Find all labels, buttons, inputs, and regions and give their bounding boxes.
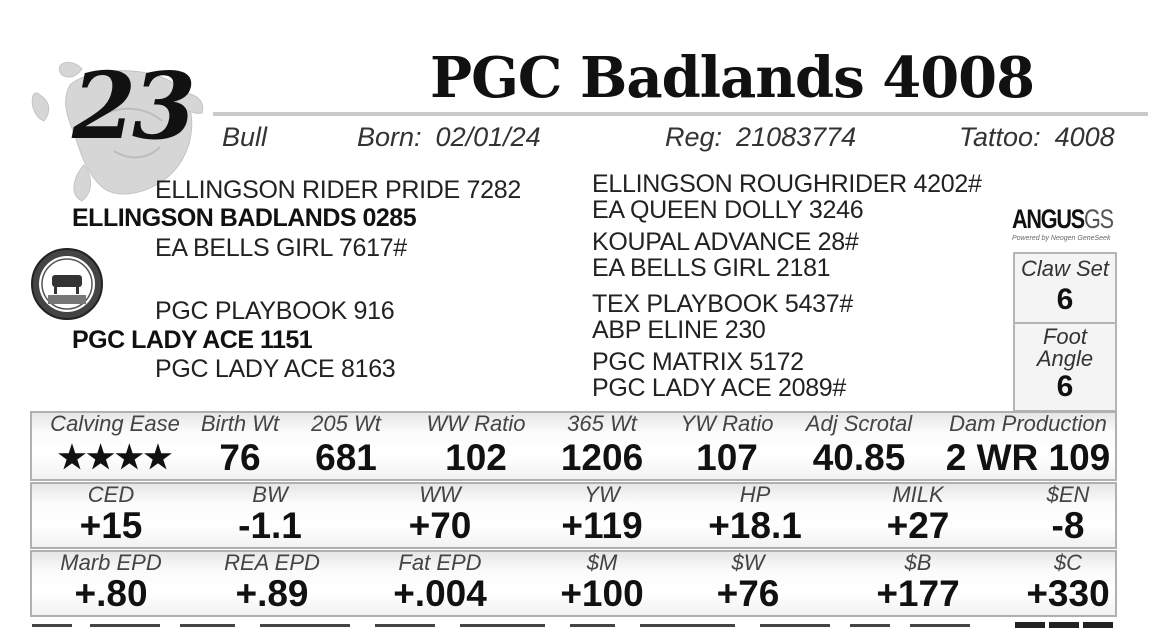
epd-label: YW — [584, 482, 620, 507]
carcass-value: +177 — [876, 573, 960, 614]
angus-wordmark: ANGUS — [1012, 204, 1085, 234]
performance-row — [30, 411, 1117, 481]
perf-calving-ease — [50, 413, 180, 473]
carcass-row — [30, 550, 1117, 617]
carcass-label: $C — [1053, 550, 1083, 575]
perf-label: WW Ratio — [426, 411, 526, 436]
carcass-b — [876, 552, 959, 612]
carcass-fat — [393, 552, 487, 612]
carcass-value: +100 — [560, 573, 644, 614]
carcass-value: +.80 — [74, 573, 148, 614]
epd-value: +18.1 — [708, 505, 802, 546]
carcass-value: +.004 — [393, 573, 487, 614]
gs-wordmark: GS — [1084, 204, 1113, 234]
perf-value: 40.85 — [812, 437, 906, 478]
cropped-footer-text — [30, 618, 980, 628]
foot-angle-value: 6 — [1056, 370, 1074, 403]
carcass-value: +.89 — [235, 573, 309, 614]
epd-en — [1047, 484, 1090, 544]
epd-yw — [561, 484, 642, 544]
perf-label: Birth Wt — [200, 411, 280, 436]
dam-dam: PGC LADY ACE 8163 — [155, 355, 396, 383]
tattoo-field — [959, 122, 1115, 153]
animal-name: PGC Badlands 4008 — [430, 45, 1035, 111]
sex: Bull — [222, 122, 268, 152]
ggp-6: ABP ELINE 230 — [592, 316, 766, 344]
carcass-w — [717, 552, 780, 612]
carcass-c — [1026, 552, 1109, 612]
angus-gs-wordmark — [1012, 204, 1113, 234]
perf-365-wt — [561, 413, 643, 476]
perf-value: 2 WR 109 — [945, 437, 1111, 478]
claw-set-label: Claw Set — [1020, 256, 1110, 281]
carcass-label: REA EPD — [224, 550, 320, 575]
epd-row — [30, 482, 1117, 549]
perf-value: ★★★★ — [57, 439, 173, 475]
perf-dam-production — [946, 413, 1111, 476]
epd-ww — [409, 484, 472, 544]
carcass-label: Marb EPD — [60, 550, 162, 575]
foot-angle-label-1: Foot — [1042, 324, 1088, 349]
epd-label: $EN — [1046, 482, 1090, 507]
ggp-2: EA QUEEN DOLLY 3246 — [592, 196, 864, 224]
carcass-value: +330 — [1026, 573, 1110, 614]
lot-number: 23 — [72, 52, 193, 160]
angus-gs-logo — [1012, 206, 1120, 248]
perf-value: 107 — [696, 437, 758, 478]
perf-label: YW Ratio — [680, 411, 774, 436]
perf-label: Calving Ease — [50, 411, 180, 436]
carcass-label: $B — [904, 550, 932, 575]
ggp-1: ELLINGSON ROUGHRIDER 4202# — [592, 170, 982, 198]
sire: ELLINGSON BADLANDS 0285 — [72, 204, 417, 232]
title-rule — [213, 112, 1148, 116]
angus-gs-subtitle: Powered by Neogen GeneSeek — [1012, 235, 1111, 242]
carcass-marb — [60, 552, 161, 612]
epd-ced — [80, 484, 143, 544]
perf-label: 365 Wt — [567, 411, 637, 436]
reg-value: 21083774 — [736, 122, 857, 152]
born-label: Born: — [357, 122, 422, 152]
epd-label: BW — [252, 482, 288, 507]
epd-label: MILK — [892, 482, 944, 507]
epd-hp — [708, 484, 802, 544]
ggp-8: PGC LADY ACE 2089# — [592, 374, 847, 402]
dam-sire: PGC PLAYBOOK 916 — [155, 297, 395, 325]
foot-angle-cell — [1015, 326, 1115, 402]
perf-value: 1206 — [560, 437, 644, 478]
ggp-3: KOUPAL ADVANCE 28# — [592, 228, 859, 256]
tattoo-value: 4008 — [1054, 122, 1115, 152]
sire-sire: ELLINGSON RIDER PRIDE 7282 — [155, 176, 521, 204]
epd-value: +119 — [561, 505, 643, 546]
perf-value: 681 — [315, 437, 377, 478]
epd-value: -8 — [1051, 505, 1085, 546]
carcass-label: $W — [731, 550, 765, 575]
epd-value: -1.1 — [238, 505, 302, 546]
perf-205-wt — [311, 413, 381, 476]
dam: PGC LADY ACE 1151 — [72, 326, 313, 354]
reg-field — [665, 122, 856, 153]
epd-label: WW — [419, 482, 461, 507]
epd-value: +70 — [408, 505, 472, 546]
sire-dam: EA BELLS GIRL 7617# — [155, 234, 407, 262]
perf-label: Adj Scrotal — [805, 411, 913, 436]
claw-set-value: 6 — [1056, 283, 1074, 316]
epd-label: CED — [87, 482, 135, 507]
perf-yw-ratio — [681, 413, 774, 476]
epd-bw — [238, 484, 302, 544]
claw-foot-box — [1013, 252, 1117, 412]
foot-angle-label-2: Angle — [1036, 346, 1094, 371]
perf-label: 205 Wt — [311, 411, 381, 436]
tattoo-label: Tattoo: — [959, 122, 1041, 152]
ggp-4: EA BELLS GIRL 2181 — [592, 254, 831, 282]
carcass-m — [560, 552, 643, 612]
born-value: 02/01/24 — [435, 122, 541, 152]
carcass-label: Fat EPD — [398, 550, 482, 575]
association-seal-icon — [30, 247, 104, 321]
carcass-value: +76 — [716, 573, 780, 614]
epd-label: HP — [739, 482, 771, 507]
perf-ww-ratio — [427, 413, 526, 476]
perf-label: Dam Production — [949, 411, 1107, 436]
perf-value: 76 — [219, 437, 261, 478]
born-field — [357, 122, 541, 153]
epd-value: +27 — [886, 505, 950, 546]
cropped-footer-logo — [1015, 619, 1115, 628]
carcass-label: $M — [586, 550, 618, 575]
carcass-rea — [224, 552, 320, 612]
reg-label: Reg: — [665, 122, 723, 152]
epd-milk — [887, 484, 950, 544]
perf-birth-wt — [201, 413, 279, 476]
claw-set-cell — [1015, 258, 1115, 315]
perf-adj-scrotal — [806, 413, 912, 476]
ggp-5: TEX PLAYBOOK 5437# — [592, 290, 853, 318]
epd-value: +15 — [79, 505, 143, 546]
ggp-7: PGC MATRIX 5172 — [592, 348, 804, 376]
perf-value: 102 — [445, 437, 507, 478]
